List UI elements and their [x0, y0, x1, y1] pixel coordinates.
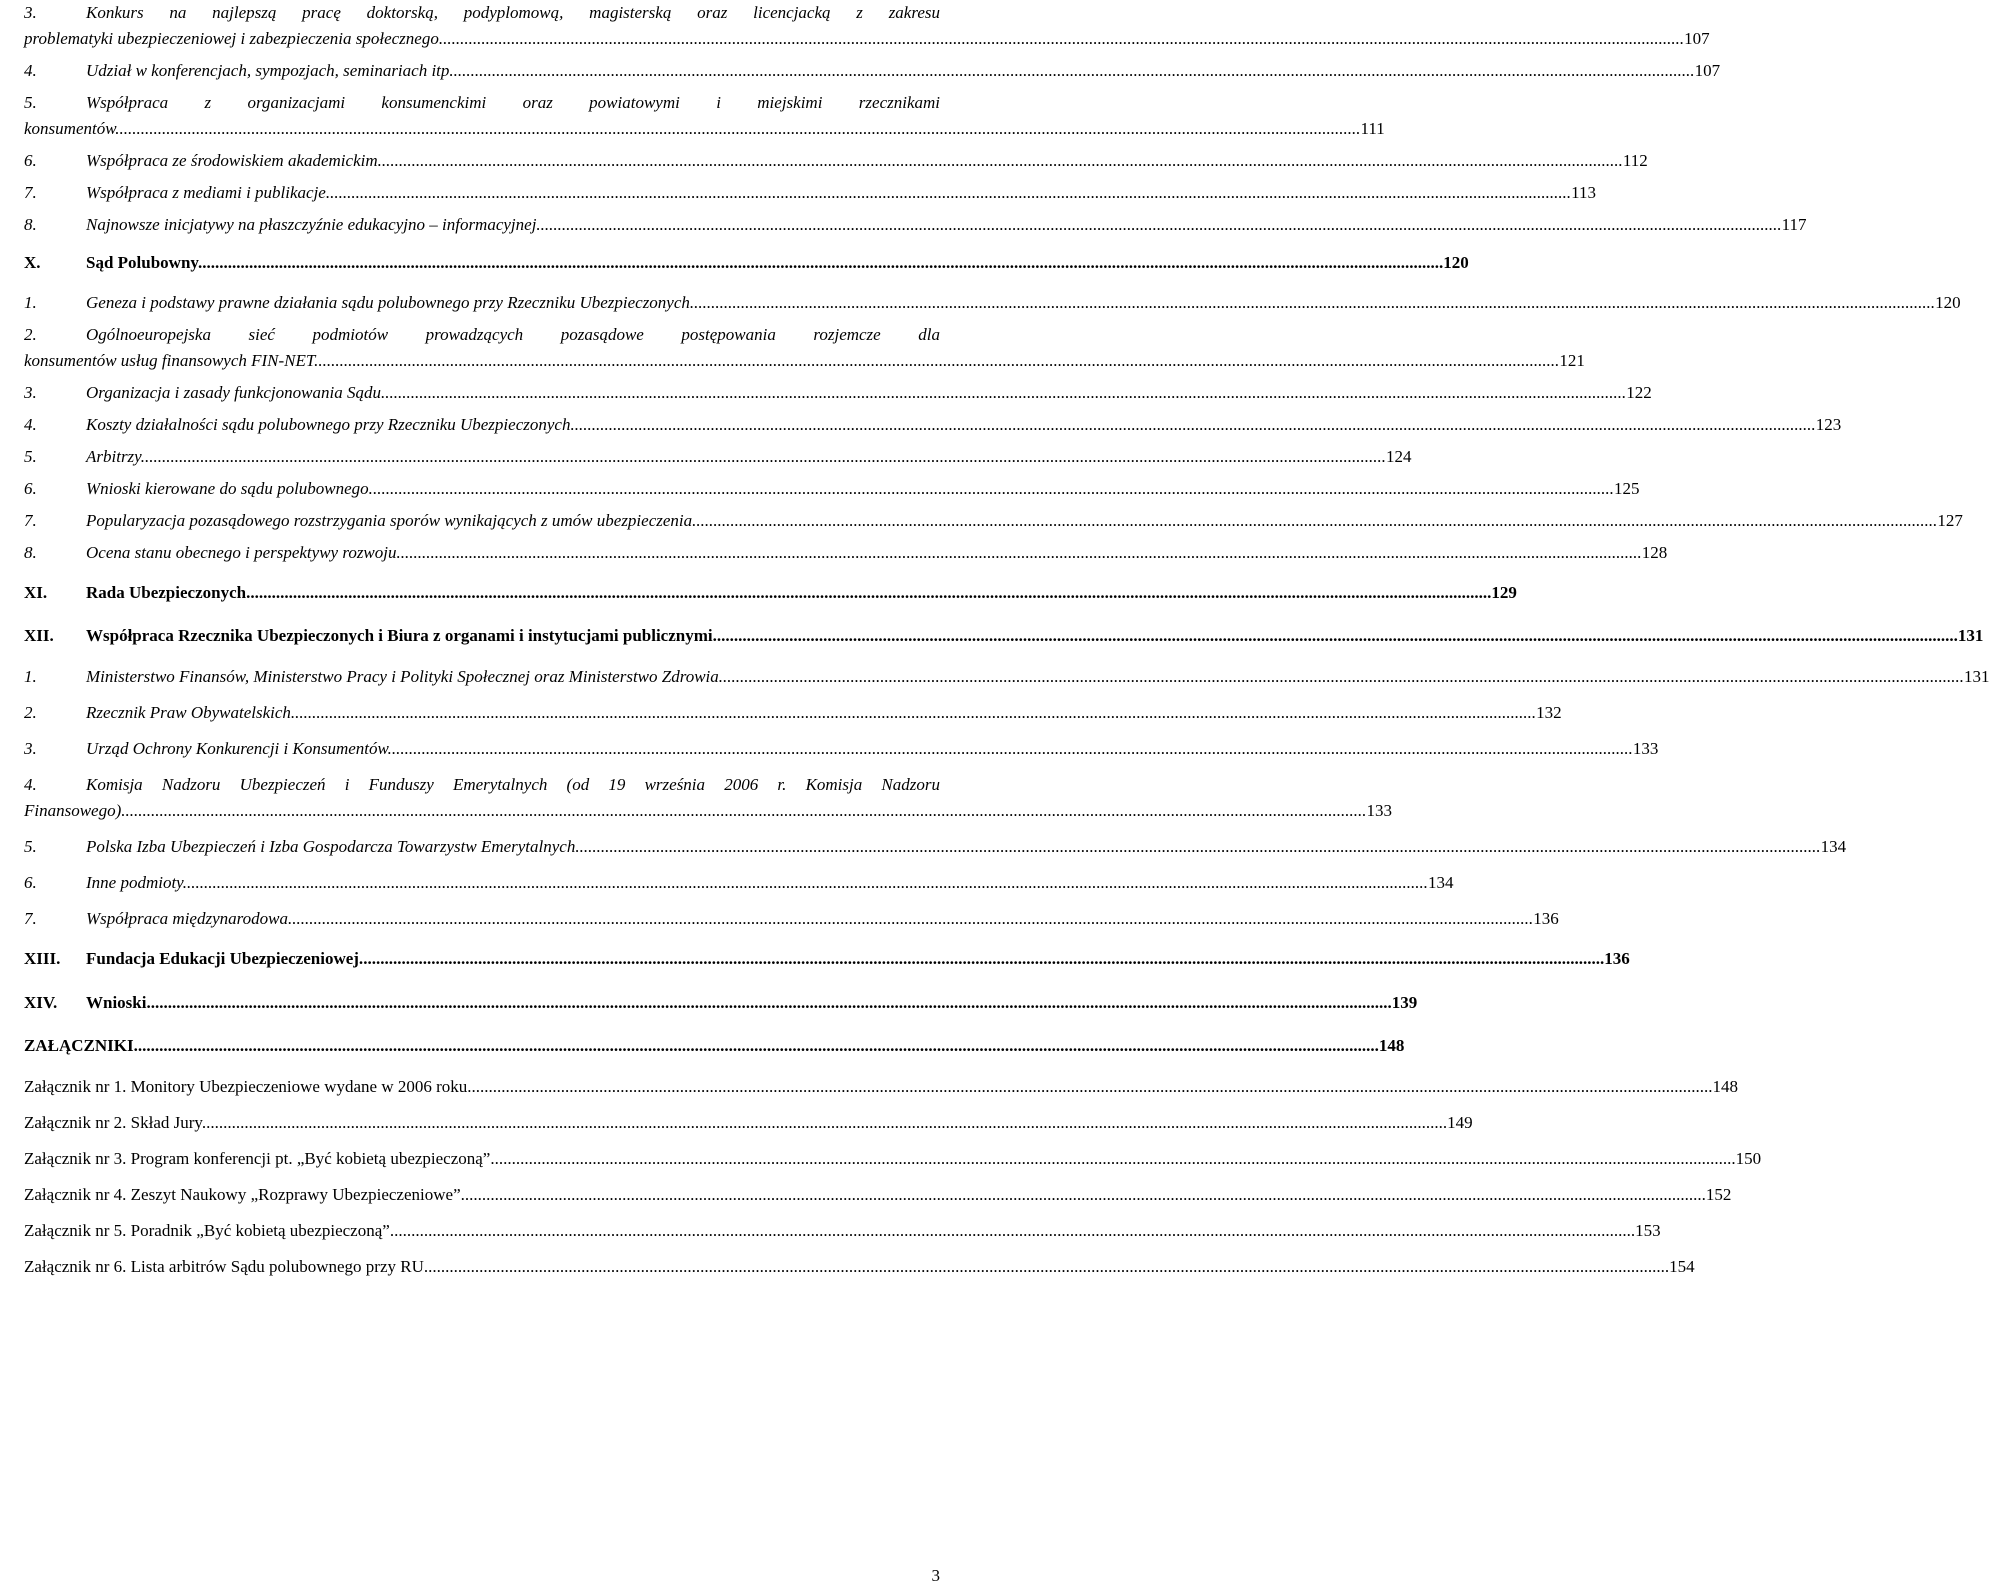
toc-leader-dots	[495, 1146, 1736, 1172]
toc-page-number: 153	[1635, 1221, 1661, 1240]
toc-leader-dots	[295, 700, 1536, 726]
toc-page-number: 133	[1366, 801, 1393, 820]
toc-entry[interactable]	[24, 870, 1454, 896]
toc-entry-title: Fundacja Edukacji Ubezpieczeniowej.	[86, 949, 364, 968]
toc-entry-title: Koszty działalności sądu polubownego przy Rzeczniku Ubezpieczonych.	[86, 415, 575, 434]
toc-entry-title: Załącznik nr 2. Skład Jury.	[24, 1113, 207, 1132]
toc-entry[interactable]	[24, 1110, 1473, 1136]
toc-entry-number: 8.	[24, 215, 37, 234]
toc-entry-number: XII.	[24, 626, 54, 645]
toc-entry[interactable]	[24, 412, 1842, 438]
toc-entry-title: Ocena stanu obecnego i perspektywy rozwoju.	[86, 543, 401, 562]
toc-entry-number: 2.	[24, 325, 37, 344]
toc-entry[interactable]	[24, 1182, 1732, 1208]
toc-entry[interactable]	[24, 946, 1630, 972]
toc-leader-dots	[318, 348, 1559, 374]
toc-entry-number: 4.	[24, 775, 37, 794]
toc-page-number: 148	[1378, 1036, 1405, 1055]
toc-entry[interactable]	[24, 772, 1393, 824]
toc-page-number: 152	[1705, 1185, 1732, 1204]
toc-entry-number: 5.	[24, 837, 37, 856]
toc-entry[interactable]	[24, 1146, 1762, 1172]
toc-leader-dots	[385, 380, 1626, 406]
toc-entry-number: 6.	[24, 873, 37, 892]
toc-entry-title: Współpraca Rzecznika Ubezpieczonych i Biura z organami i instytucjami publicznymi.	[86, 626, 717, 645]
toc-page-number: 133	[1632, 739, 1659, 758]
toc-page-number: 127	[1937, 511, 1963, 530]
toc-entry[interactable]	[24, 1074, 1739, 1100]
toc-entry-number: XIV.	[24, 993, 58, 1012]
toc-page-number: 132	[1536, 703, 1562, 722]
toc-entry-title: Załącznik nr 5. Poradnik „Być kobietą ubezpieczoną”.	[24, 1221, 395, 1240]
toc-entry-number: 1.	[24, 667, 37, 686]
toc-entry-first-line	[24, 772, 940, 798]
toc-page-number: 124	[1386, 447, 1412, 466]
toc-page-number: 136	[1533, 909, 1559, 928]
toc-entry[interactable]	[24, 736, 1659, 762]
toc-leader-dots	[202, 250, 1443, 276]
toc-entry-title: Inne podmioty.	[86, 873, 188, 892]
page-number: 3	[931, 1566, 940, 1585]
toc-entry-number: XIII.	[24, 949, 61, 968]
toc-entry-number: 4.	[24, 61, 37, 80]
toc-entry[interactable]	[24, 580, 1517, 606]
toc-entry-number: 8.	[24, 543, 37, 562]
toc-leader-dots	[723, 664, 1964, 690]
toc-entry-title: Rada Ubezpieczonych.	[86, 583, 251, 602]
toc-entry-title: Ogólnoeuropejska sieć podmiotów prowadzących pozasądowe postępowania rozjemcze dla	[86, 325, 940, 344]
toc-entry[interactable]	[24, 148, 1648, 174]
toc-leader-dots	[694, 290, 1935, 316]
toc-entry[interactable]	[24, 90, 1385, 142]
toc-page-number: 117	[1781, 215, 1807, 234]
toc-page-number: 129	[1491, 583, 1517, 602]
toc-leader-dots	[250, 580, 1491, 606]
toc-leader-dots	[575, 412, 1816, 438]
toc-entry-title-continued: konsumentów.	[24, 119, 120, 138]
toc-entry-number: 7.	[24, 909, 37, 928]
toc-leader-dots	[330, 180, 1571, 206]
toc-page-number: 154	[1669, 1257, 1695, 1276]
toc-entry-first-line	[24, 322, 940, 348]
toc-page-number: 134	[1428, 873, 1454, 892]
toc-entry-title: Polska Izba Ubezpieczeń i Izba Gospodarcza Towarzystw Emerytalnych.	[86, 837, 580, 856]
toc-entry-title: Załącznik nr 1. Monitory Ubezpieczeniowe wydane w 2006 roku.	[24, 1077, 472, 1096]
toc-entry-title: Współpraca międzynarodowa.	[86, 909, 293, 928]
toc-leader-dots	[206, 1110, 1447, 1136]
toc-entry-title: Arbitrzy.	[86, 447, 146, 466]
toc-entry-number: 3.	[24, 383, 37, 402]
toc-entry-number: 3.	[24, 3, 37, 22]
toc-leader-dots	[465, 1182, 1706, 1208]
toc-entry-number: 6.	[24, 151, 37, 170]
toc-entry[interactable]	[24, 290, 1961, 316]
toc-entry[interactable]	[24, 58, 1721, 84]
toc-page-number: 134	[1820, 837, 1847, 856]
toc-leader-dots	[138, 1033, 1379, 1059]
toc-leader-dots	[126, 798, 1367, 824]
toc-leader-dots	[145, 444, 1386, 470]
toc-page-number: 139	[1391, 993, 1418, 1012]
toc-leader-dots	[541, 212, 1782, 238]
toc-leader-dots	[580, 834, 1821, 860]
toc-entry[interactable]	[24, 250, 1469, 276]
toc-entry[interactable]	[24, 1218, 1661, 1244]
toc-page-number: 149	[1447, 1113, 1473, 1132]
toc-entry-number: 1.	[24, 293, 37, 312]
toc-leader-dots	[394, 1218, 1635, 1244]
toc-page-number: 120	[1935, 293, 1961, 312]
toc-page-number: 107	[1694, 61, 1721, 80]
toc-entry[interactable]	[24, 0, 1710, 52]
toc-entry[interactable]	[24, 540, 1668, 566]
toc-entry-number: 5.	[24, 93, 37, 112]
toc-entry-title: Wnioski.	[86, 993, 151, 1012]
toc-leader-dots	[401, 540, 1642, 566]
toc-leader-dots	[454, 58, 1695, 84]
toc-entry[interactable]	[24, 1033, 1405, 1059]
toc-entry-title: Konkurs na najlepszą pracę doktorską, podyplomową, magisterską oraz licencjacką z zakresu	[86, 3, 940, 22]
toc-entry-title: Rzecznik Praw Obywatelskich.	[86, 703, 296, 722]
toc-entry[interactable]	[24, 380, 1652, 406]
toc-leader-dots	[392, 736, 1633, 762]
toc-leader-dots	[428, 1254, 1669, 1280]
toc-entry-number: 3.	[24, 739, 37, 758]
toc-entry-number: 5.	[24, 447, 37, 466]
toc-entry[interactable]	[24, 322, 1585, 374]
toc-leader-dots	[292, 906, 1533, 932]
toc-entry-title: Najnowsze inicjatywy na płaszczyźnie edukacyjno – informacyjnej.	[86, 215, 541, 234]
toc-leader-dots	[443, 26, 1684, 52]
toc-leader-dots	[120, 116, 1361, 142]
toc-page-number: 136	[1604, 949, 1630, 968]
toc-entry-title-continued: konsumentów usług finansowych FIN-NET.	[24, 351, 319, 370]
toc-entry[interactable]	[24, 906, 1559, 932]
toc-entry-title: Współpraca ze środowiskiem akademickim.	[86, 151, 382, 170]
toc-entry-title: Geneza i podstawy prawne działania sądu polubownego przy Rzeczniku Ubezpieczonych.	[86, 293, 695, 312]
toc-entry-first-line	[24, 0, 940, 26]
toc-entry-title: Sąd Polubowny.	[86, 253, 203, 272]
toc-page-number: 150	[1735, 1149, 1762, 1168]
toc-entry[interactable]	[24, 444, 1412, 470]
toc-entry[interactable]	[24, 180, 1596, 206]
toc-entry-number: 4.	[24, 415, 37, 434]
toc-page-number: 131	[1957, 626, 1984, 645]
toc-entry[interactable]	[24, 990, 1418, 1016]
toc-entry[interactable]	[24, 664, 1990, 690]
toc-entry[interactable]	[24, 1254, 1695, 1280]
toc-entry[interactable]	[24, 212, 1807, 238]
toc-entry-number: 7.	[24, 183, 37, 202]
toc-entry-first-line	[24, 90, 940, 116]
toc-page-number: 125	[1613, 479, 1640, 498]
toc-entry-title: Organizacja i zasady funkcjonowania Sądu.	[86, 383, 386, 402]
toc-entry-title: Współpraca z organizacjami konsumenckimi oraz powiatowymi i miejskimi rzecznikami	[86, 93, 940, 112]
toc-leader-dots	[187, 870, 1428, 896]
toc-leader-dots	[717, 623, 1958, 649]
toc-page-number: 128	[1641, 543, 1668, 562]
toc-entry-number: 6.	[24, 479, 37, 498]
toc-page-number: 111	[1360, 119, 1385, 138]
toc-page-number: 148	[1712, 1077, 1739, 1096]
toc-entry[interactable]	[24, 476, 1640, 502]
toc-leader-dots	[363, 946, 1604, 972]
toc-entry[interactable]	[24, 834, 1847, 860]
toc-entry-title: Ministerstwo Finansów, Ministerstwo Pracy i Polityki Społecznej oraz Ministerstwo Zdrowia.	[86, 667, 724, 686]
toc-entry-number: XI.	[24, 583, 48, 602]
toc-leader-dots	[472, 1074, 1713, 1100]
toc-entry[interactable]	[24, 623, 1984, 649]
toc-leader-dots	[151, 990, 1392, 1016]
toc-leader-dots	[373, 476, 1614, 502]
toc-entry-title: Komisja Nadzoru Ubezpieczeń i Funduszy Emerytalnych (od 19 września 2006 r. Komisja Nadzoru	[86, 775, 940, 794]
toc-entry-title: ZAŁĄCZNIKI.	[24, 1036, 138, 1055]
toc-page-number: 123	[1815, 415, 1842, 434]
toc-entry-title: Załącznik nr 6. Lista arbitrów Sądu polubownego przy RU.	[24, 1257, 429, 1276]
toc-page-number: 113	[1571, 183, 1596, 202]
toc-entry-title: Załącznik nr 3. Program konferencji pt. „Być kobietą ubezpieczoną”.	[24, 1149, 495, 1168]
toc-entry-title-continued: problematyki ubezpieczeniowej i zabezpieczenia społecznego.	[24, 29, 444, 48]
toc-entry-title: Współpraca z mediami i publikacje.	[86, 183, 331, 202]
toc-leader-dots	[382, 148, 1623, 174]
toc-page-number: 121	[1559, 351, 1585, 370]
toc-page-number: 122	[1626, 383, 1652, 402]
toc-entry-title: Wnioski kierowane do sądu polubownego.	[86, 479, 373, 498]
toc-page-number: 131	[1964, 667, 1990, 686]
toc-entry-title: Udział w konferencjach, sympozjach, seminariach itp.	[86, 61, 454, 80]
toc-entry-number: 7.	[24, 511, 37, 530]
toc-entry[interactable]	[24, 508, 1963, 534]
toc-entry-title-continued: Finansowego).	[24, 801, 126, 820]
toc-entry-title: Załącznik nr 4. Zeszyt Naukowy „Rozprawy Ubezpieczeniowe”.	[24, 1185, 465, 1204]
toc-entry-title: Popularyzacja pozasądowego rozstrzygania sporów wynikających z umów ubezpieczenia.	[86, 511, 697, 530]
toc-leader-dots	[696, 508, 1937, 534]
toc-page-number: 112	[1622, 151, 1648, 170]
toc-page-number: 107	[1684, 29, 1710, 48]
toc-entry-number: X.	[24, 253, 41, 272]
toc-entry-title: Urząd Ochrony Konkurencji i Konsumentów.	[86, 739, 392, 758]
toc-entry-number: 2.	[24, 703, 37, 722]
toc-page-number: 120	[1443, 253, 1469, 272]
toc-entry[interactable]	[24, 700, 1562, 726]
